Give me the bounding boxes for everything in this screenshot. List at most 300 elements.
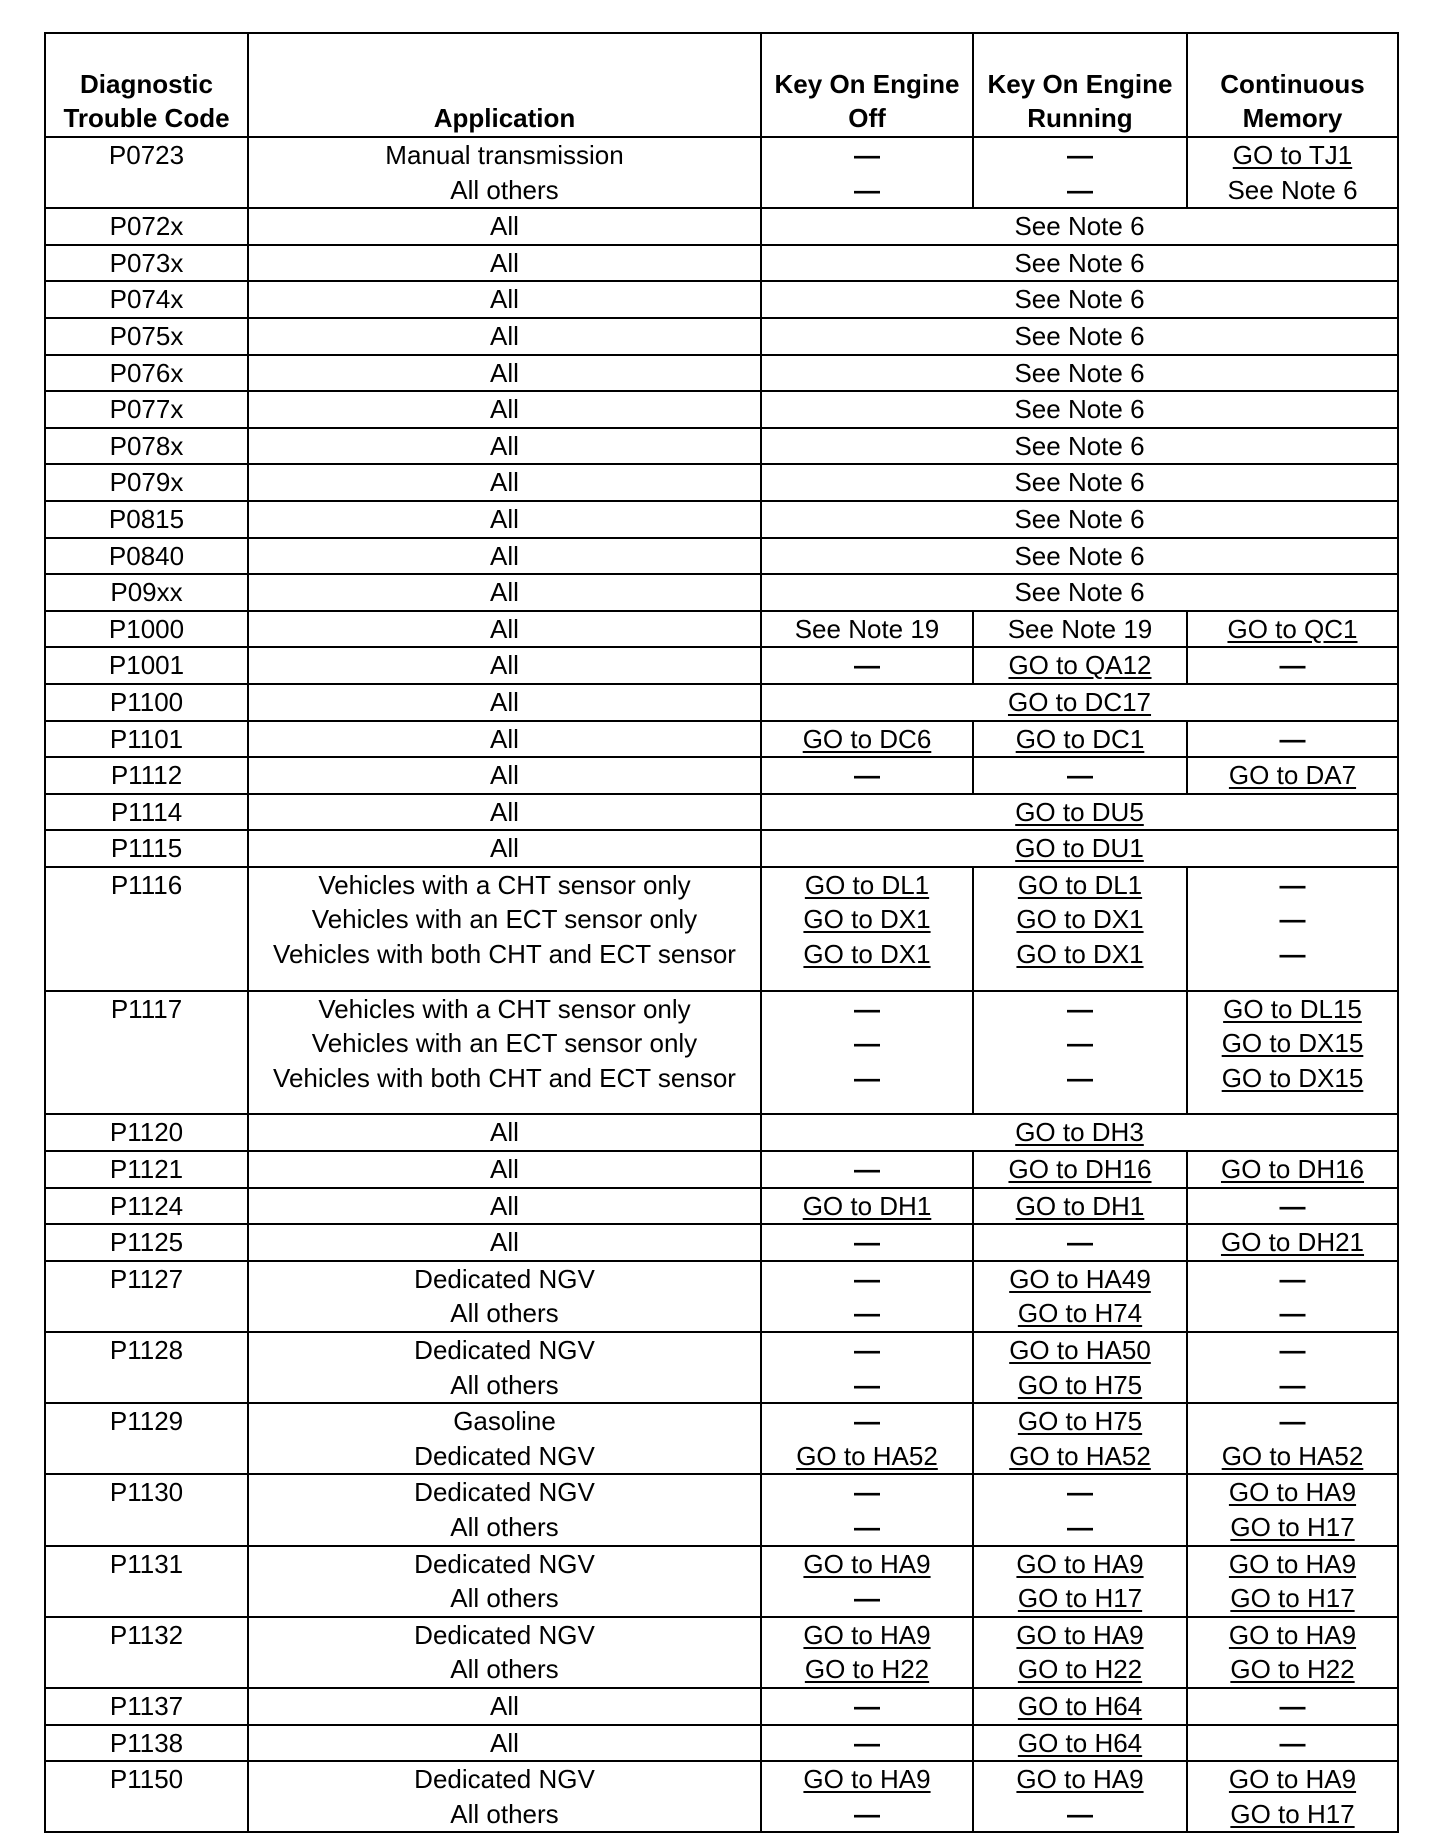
continuous-memory-value — [1188, 1061, 1397, 1096]
trouble-code: P072x — [109, 211, 184, 242]
trouble-code-cell — [45, 208, 248, 245]
application-cell — [248, 794, 761, 831]
combined-mode-cell — [761, 318, 1398, 355]
continuous-memory-value-link[interactable]: GO to H17 — [1230, 1798, 1355, 1829]
application-cell — [248, 1188, 761, 1225]
continuous-memory-value-link[interactable]: GO to H17 — [1230, 1583, 1355, 1614]
key-on-engine-running-cell — [973, 721, 1187, 758]
application-text: Dedicated NGV — [414, 1619, 595, 1650]
table-row — [45, 464, 1398, 501]
key-on-engine-running-cell — [973, 867, 1187, 991]
header-key-on-engine-off: Key On Engine Off — [761, 33, 973, 137]
application-cell — [248, 1224, 761, 1261]
key-on-engine-running-value-link[interactable]: GO to H17 — [1017, 1583, 1143, 1614]
combined-mode-cell — [761, 355, 1398, 392]
continuous-memory-cell — [1187, 647, 1398, 684]
application-cell — [248, 245, 761, 282]
trouble-code: P1124 — [109, 1190, 184, 1221]
table-row — [45, 137, 1398, 208]
continuous-memory-cell — [1187, 1188, 1398, 1225]
key-on-engine-off-value: — — [854, 1062, 880, 1093]
key-on-engine-running-value-link[interactable]: GO to HA50 — [1009, 1335, 1151, 1365]
table-row — [45, 1403, 1398, 1474]
application-text: Dedicated NGV — [414, 1335, 595, 1365]
trouble-code: P078x — [109, 430, 184, 461]
key-on-engine-running-value: See Note 19 — [1007, 613, 1153, 644]
key-on-engine-off-value: — — [854, 1798, 880, 1829]
key-on-engine-running-value — [974, 1689, 1186, 1724]
application-cell — [248, 1403, 761, 1474]
trouble-code-cell — [45, 1261, 248, 1332]
key-on-engine-off-cell — [761, 1224, 973, 1261]
combined-mode-cell — [761, 208, 1398, 245]
combined-mode-text: See Note 6 — [1014, 320, 1145, 351]
continuous-memory-cell — [1187, 1546, 1398, 1617]
continuous-memory-cell — [1187, 1617, 1398, 1688]
application-cell — [248, 501, 761, 538]
application-cell — [248, 1546, 761, 1617]
application-text: All — [490, 320, 519, 351]
application-cell — [248, 1114, 761, 1151]
continuous-memory-cell — [1187, 1332, 1398, 1403]
key-on-engine-off-value: — — [854, 650, 880, 681]
trouble-code: P1131 — [109, 1548, 184, 1579]
combined-mode-cell — [761, 794, 1398, 831]
application-text: All — [490, 1690, 519, 1721]
key-on-engine-off-value — [762, 1439, 972, 1474]
trouble-code: P1000 — [108, 613, 185, 644]
key-on-engine-off-cell — [761, 1546, 973, 1617]
key-on-engine-running-value: — — [1067, 174, 1093, 205]
application-cell — [248, 684, 761, 721]
table-row — [45, 318, 1398, 355]
continuous-memory-value-link[interactable]: GO to DL15 — [1223, 993, 1362, 1024]
key-on-engine-running-value-link[interactable]: GO to DX1 — [1016, 939, 1144, 970]
combined-mode-cell — [761, 245, 1398, 282]
continuous-memory-value: — — [1279, 1298, 1306, 1329]
application-text: All — [490, 284, 519, 315]
key-on-engine-off-cell — [761, 1403, 973, 1474]
key-on-engine-running-value-link[interactable]: GO to DX1 — [1016, 904, 1144, 935]
key-on-engine-off-cell — [761, 137, 973, 208]
application-cell — [248, 208, 761, 245]
table-row — [45, 281, 1398, 318]
trouble-code: P1100 — [109, 686, 184, 717]
trouble-code: P1116 — [110, 869, 183, 900]
key-on-engine-running-value-link[interactable]: GO to HA49 — [1009, 1263, 1151, 1294]
table-row — [45, 647, 1398, 684]
continuous-memory-value-link[interactable]: GO to DH21 — [1220, 1227, 1365, 1258]
key-on-engine-off-value: — — [854, 1227, 880, 1258]
application-text: All — [490, 503, 519, 534]
header-row — [45, 33, 1398, 137]
continuous-memory-value — [1188, 1797, 1397, 1832]
combined-mode-text: See Note 6 — [1014, 284, 1145, 315]
application-text: All — [490, 1227, 519, 1258]
key-on-engine-running-cell — [973, 1546, 1187, 1617]
combined-mode-cell — [761, 281, 1398, 318]
key-on-engine-off-cell — [761, 1151, 973, 1188]
key-on-engine-running-value-link[interactable]: GO to HA9 — [1016, 1764, 1144, 1795]
combined-mode-text — [762, 685, 1397, 720]
key-on-engine-running-value-link[interactable]: GO to H74 — [1017, 1298, 1143, 1329]
key-on-engine-running-value — [974, 868, 1186, 903]
key-on-engine-off-value — [762, 1762, 972, 1797]
combined-mode-text: See Note 6 — [1014, 577, 1145, 608]
row-spacer — [249, 1095, 760, 1113]
key-on-engine-off-value-link[interactable]: GO to HA9 — [803, 1619, 931, 1650]
key-on-engine-off-value: — — [854, 140, 880, 170]
key-on-engine-running-value: — — [1067, 1798, 1093, 1829]
continuous-memory-value — [1188, 1547, 1397, 1582]
trouble-code: P1138 — [109, 1727, 184, 1758]
key-on-engine-running-cell — [973, 1688, 1187, 1725]
application-cell — [248, 391, 761, 428]
continuous-memory-value-link[interactable]: GO to QC1 — [1227, 613, 1358, 644]
key-on-engine-running-value: — — [1067, 760, 1093, 791]
table-row — [45, 501, 1398, 538]
continuous-memory-value — [1188, 1439, 1397, 1474]
key-on-engine-running-value: — — [1067, 1028, 1093, 1059]
key-on-engine-running-value — [974, 1333, 1186, 1368]
application-text: All — [490, 1154, 519, 1185]
application-cell — [248, 1688, 761, 1725]
key-on-engine-running-cell — [973, 1151, 1187, 1188]
continuous-memory-value — [1188, 1225, 1397, 1260]
key-on-engine-running-cell — [973, 1224, 1187, 1261]
table-row — [45, 794, 1398, 831]
trouble-code: P075x — [109, 320, 184, 351]
header-application: Application — [248, 33, 761, 137]
application-text: All others — [450, 1369, 559, 1400]
application-text: All — [490, 430, 519, 461]
key-on-engine-off-value: — — [854, 1298, 880, 1329]
key-on-engine-off-value: — — [854, 1335, 880, 1365]
key-on-engine-running-value-link[interactable]: GO to DL1 — [1017, 869, 1143, 900]
key-on-engine-off-value: — — [854, 993, 880, 1024]
key-on-engine-running-value-link[interactable]: GO to HA9 — [1016, 1548, 1144, 1579]
key-on-engine-running-value-link[interactable]: GO to H64 — [1017, 1727, 1143, 1758]
key-on-engine-off-value — [762, 1189, 972, 1224]
application-text: Vehicles with a CHT sensor only — [318, 869, 691, 900]
trouble-code-cell — [45, 830, 248, 867]
continuous-memory-value: — — [1279, 1406, 1306, 1437]
key-on-engine-off-value-link[interactable]: GO to DL1 — [804, 869, 930, 900]
key-on-engine-running-value — [974, 648, 1186, 683]
key-on-engine-running-cell — [973, 611, 1187, 648]
key-on-engine-running-value-link[interactable]: GO to H64 — [1017, 1690, 1143, 1721]
trouble-code-cell — [45, 464, 248, 501]
key-on-engine-off-cell — [761, 1188, 973, 1225]
application-text: Dedicated NGV — [414, 1477, 595, 1508]
continuous-memory-value-link[interactable]: GO to DH16 — [1220, 1154, 1365, 1185]
key-on-engine-running-value: — — [1067, 1062, 1093, 1093]
key-on-engine-off-value-link[interactable]: GO to HA9 — [803, 1764, 931, 1795]
combined-mode-text: See Note 6 — [1014, 394, 1145, 425]
combined-mode-text: See Note 6 — [1014, 467, 1145, 498]
continuous-memory-value-link[interactable]: GO to HA9 — [1228, 1477, 1357, 1508]
application-cell — [248, 1725, 761, 1762]
key-on-engine-running-value — [974, 1189, 1186, 1224]
key-on-engine-running-value — [974, 1581, 1186, 1616]
header-key-on-engine-running: Key On Engine Running — [973, 33, 1187, 137]
key-on-engine-running-cell — [973, 1474, 1187, 1545]
combined-mode-text: See Note 6 — [1014, 211, 1145, 242]
table-row — [45, 208, 1398, 245]
combined-mode-cell — [761, 428, 1398, 465]
table-row — [45, 721, 1398, 758]
application-text: All others — [450, 1298, 559, 1329]
application-cell — [248, 830, 761, 867]
key-on-engine-off-value-link[interactable]: GO to DX1 — [803, 939, 931, 970]
trouble-code: P1120 — [109, 1117, 184, 1148]
trouble-code-cell — [45, 245, 248, 282]
continuous-memory-value — [1188, 1618, 1397, 1653]
continuous-memory-value-link[interactable]: GO to HA9 — [1228, 1548, 1357, 1579]
combined-mode-text: See Note 6 — [1014, 247, 1145, 278]
trouble-code-cell — [45, 1546, 248, 1617]
key-on-engine-off-value-link[interactable]: GO to DC6 — [802, 723, 932, 754]
continuous-memory-value-link[interactable]: GO to HA9 — [1228, 1764, 1357, 1795]
application-text: All — [490, 796, 519, 827]
trouble-code-cell — [45, 1617, 248, 1688]
application-cell — [248, 721, 761, 758]
trouble-code: P073x — [109, 247, 184, 278]
application-text: Gasoline — [453, 1406, 556, 1437]
trouble-code: P1137 — [109, 1690, 184, 1721]
table-row — [45, 391, 1398, 428]
continuous-memory-value-link[interactable]: GO to TJ1 — [1232, 140, 1353, 170]
trouble-code: P1112 — [110, 760, 183, 791]
dtc-table-body — [45, 137, 1398, 1832]
key-on-engine-running-value — [974, 1652, 1186, 1687]
row-spacer — [762, 972, 972, 990]
continuous-memory-value: — — [1279, 869, 1306, 900]
continuous-memory-value: See Note 6 — [1227, 174, 1358, 205]
row-spacer — [762, 1095, 972, 1113]
continuous-memory-value-link[interactable]: GO to DX15 — [1221, 1062, 1364, 1093]
continuous-memory-value — [1188, 1475, 1397, 1510]
application-text: Dedicated NGV — [414, 1764, 595, 1795]
trouble-code: P1117 — [110, 993, 183, 1024]
combined-mode-text — [762, 1115, 1397, 1150]
combined-mode-link[interactable]: GO to DU5 — [1015, 796, 1144, 827]
combined-mode-cell — [761, 830, 1398, 867]
key-on-engine-running-value-link[interactable]: GO to DH1 — [1015, 1190, 1145, 1221]
trouble-code-cell — [45, 137, 248, 208]
continuous-memory-value-link[interactable]: GO to HA52 — [1221, 1440, 1364, 1471]
continuous-memory-value — [1188, 758, 1397, 793]
trouble-code-cell — [45, 538, 248, 575]
table-row — [45, 1474, 1398, 1545]
key-on-engine-off-cell — [761, 1617, 973, 1688]
application-cell — [248, 538, 761, 575]
trouble-code: P1128 — [109, 1335, 184, 1365]
continuous-memory-value-link[interactable]: GO to HA9 — [1228, 1619, 1357, 1650]
key-on-engine-running-value — [974, 1762, 1186, 1797]
key-on-engine-off-value-link[interactable]: GO to DH1 — [802, 1190, 932, 1221]
trouble-code-cell — [45, 501, 248, 538]
key-on-engine-off-value: — — [854, 1406, 880, 1437]
key-on-engine-running-cell — [973, 991, 1187, 1115]
application-cell — [248, 318, 761, 355]
application-text: All — [490, 723, 519, 754]
key-on-engine-running-cell — [973, 1761, 1187, 1832]
continuous-memory-value-link[interactable]: GO to H22 — [1230, 1654, 1355, 1685]
application-text: All others — [450, 1511, 559, 1542]
table-row — [45, 428, 1398, 465]
trouble-code-cell — [45, 1332, 248, 1403]
combined-mode-text: See Note 6 — [1014, 540, 1145, 571]
table-row — [45, 1224, 1398, 1261]
continuous-memory-cell — [1187, 721, 1398, 758]
continuous-memory-value-link[interactable]: GO to DA7 — [1228, 760, 1357, 791]
combined-mode-link[interactable]: GO to DC17 — [1007, 686, 1152, 717]
continuous-memory-value — [1188, 1026, 1397, 1061]
continuous-memory-cell — [1187, 1261, 1398, 1332]
continuous-memory-value: — — [1279, 723, 1306, 754]
application-cell — [248, 464, 761, 501]
continuous-memory-value — [1188, 1152, 1397, 1187]
trouble-code: P1132 — [109, 1619, 184, 1650]
combined-mode-text: See Note 6 — [1014, 357, 1145, 388]
trouble-code-cell — [45, 991, 248, 1115]
row-spacer — [974, 972, 1186, 990]
application-text: Vehicles with a CHT sensor only — [318, 993, 691, 1024]
combined-mode-link[interactable]: GO to DH3 — [1015, 1117, 1144, 1148]
key-on-engine-running-cell — [973, 1403, 1187, 1474]
key-on-engine-off-value-link[interactable]: GO to HA9 — [803, 1548, 931, 1579]
key-on-engine-off-value: — — [854, 1511, 880, 1542]
key-on-engine-running-value-link[interactable]: GO to H75 — [1017, 1369, 1143, 1400]
table-row — [45, 1151, 1398, 1188]
trouble-code: P1127 — [109, 1263, 184, 1294]
combined-mode-cell — [761, 391, 1398, 428]
key-on-engine-off-value: — — [854, 1477, 880, 1508]
trouble-code-cell — [45, 574, 248, 611]
combined-mode-cell — [761, 1114, 1398, 1151]
continuous-memory-cell — [1187, 867, 1398, 991]
trouble-code-cell — [45, 647, 248, 684]
application-text: Vehicles with an ECT sensor only — [311, 1028, 698, 1059]
application-cell — [248, 1761, 761, 1832]
key-on-engine-off-value-link[interactable]: GO to H22 — [804, 1654, 930, 1685]
combined-mode-text: See Note 6 — [1014, 430, 1145, 461]
application-text: Vehicles with an ECT sensor only — [311, 904, 698, 935]
continuous-memory-value — [1188, 1652, 1397, 1687]
continuous-memory-value: — — [1279, 1190, 1306, 1221]
key-on-engine-running-value-link[interactable]: GO to HA9 — [1016, 1619, 1144, 1650]
application-text: All — [490, 760, 519, 791]
application-cell — [248, 1151, 761, 1188]
trouble-code: P1001 — [108, 650, 185, 681]
key-on-engine-off-cell — [761, 991, 973, 1115]
row-spacer — [1188, 1095, 1397, 1113]
application-cell — [248, 757, 761, 794]
continuous-memory-value — [1188, 1762, 1397, 1797]
trouble-code: P1125 — [109, 1227, 184, 1258]
trouble-code-cell — [45, 1474, 248, 1545]
application-cell — [248, 867, 761, 991]
trouble-code-cell — [45, 794, 248, 831]
key-on-engine-running-value-link[interactable]: GO to DC1 — [1015, 723, 1145, 754]
key-on-engine-off-cell — [761, 1725, 973, 1762]
table-row — [45, 538, 1398, 575]
trouble-code-cell — [45, 1151, 248, 1188]
key-on-engine-off-value: — — [854, 1028, 880, 1059]
continuous-memory-cell — [1187, 757, 1398, 794]
key-on-engine-running-value-link[interactable]: GO to H75 — [1017, 1406, 1143, 1437]
key-on-engine-off-value: — — [854, 1690, 880, 1721]
application-text: All — [490, 650, 519, 681]
application-text: All — [490, 1727, 519, 1758]
dtc-table — [44, 32, 1399, 1833]
key-on-engine-off-cell — [761, 1332, 973, 1403]
key-on-engine-running-value-link[interactable]: GO to H22 — [1017, 1654, 1143, 1685]
continuous-memory-cell — [1187, 1403, 1398, 1474]
table-row — [45, 991, 1398, 1115]
key-on-engine-running-value-link[interactable]: GO to DH16 — [1008, 1154, 1152, 1185]
key-on-engine-off-value: — — [854, 1583, 880, 1614]
continuous-memory-cell — [1187, 1151, 1398, 1188]
application-cell — [248, 611, 761, 648]
key-on-engine-off-cell — [761, 1261, 973, 1332]
key-on-engine-off-cell — [761, 611, 973, 648]
trouble-code: P1115 — [110, 833, 183, 864]
key-on-engine-running-value-link[interactable]: GO to QA12 — [1008, 650, 1152, 681]
trouble-code: P09xx — [110, 577, 183, 608]
application-cell — [248, 1474, 761, 1545]
table-row — [45, 684, 1398, 721]
key-on-engine-off-cell — [761, 647, 973, 684]
key-on-engine-running-value-link[interactable]: GO to HA52 — [1009, 1440, 1151, 1471]
application-cell — [248, 1617, 761, 1688]
application-text: Vehicles with both CHT and ECT sensor — [273, 939, 736, 970]
trouble-code: P0815 — [108, 503, 185, 534]
key-on-engine-off-value-link[interactable]: GO to DX1 — [803, 904, 931, 935]
key-on-engine-running-cell — [973, 757, 1187, 794]
application-cell — [248, 1261, 761, 1332]
row-spacer — [974, 1095, 1186, 1113]
continuous-memory-cell — [1187, 1725, 1398, 1762]
key-on-engine-running-cell — [973, 1617, 1187, 1688]
application-text: All — [490, 577, 519, 608]
trouble-code-cell — [45, 391, 248, 428]
application-text: All — [490, 247, 519, 278]
continuous-memory-value: — — [1279, 1369, 1306, 1400]
combined-mode-link[interactable]: GO to DU1 — [1015, 833, 1144, 864]
key-on-engine-off-value — [762, 1652, 972, 1687]
application-text: Dedicated NGV — [414, 1440, 595, 1471]
key-on-engine-off-value-link[interactable]: GO to HA52 — [796, 1440, 938, 1471]
combined-mode-cell — [761, 501, 1398, 538]
application-text: Vehicles with both CHT and ECT sensor — [273, 1062, 736, 1093]
header-trouble-code: Diagnostic Trouble Code — [45, 33, 248, 137]
dtc-table-sheet — [44, 32, 1397, 1833]
application-text: All — [490, 211, 519, 242]
continuous-memory-value — [1188, 1581, 1397, 1616]
application-text: All — [490, 467, 519, 498]
combined-mode-cell — [761, 464, 1398, 501]
continuous-memory-value — [1188, 1510, 1397, 1545]
table-row — [45, 611, 1398, 648]
continuous-memory-value-link[interactable]: GO to H17 — [1230, 1511, 1355, 1542]
table-row — [45, 1332, 1398, 1403]
application-cell — [248, 574, 761, 611]
continuous-memory-value-link[interactable]: GO to DX15 — [1221, 1028, 1364, 1059]
trouble-code: P079x — [109, 467, 184, 498]
trouble-code: P1101 — [109, 723, 184, 754]
